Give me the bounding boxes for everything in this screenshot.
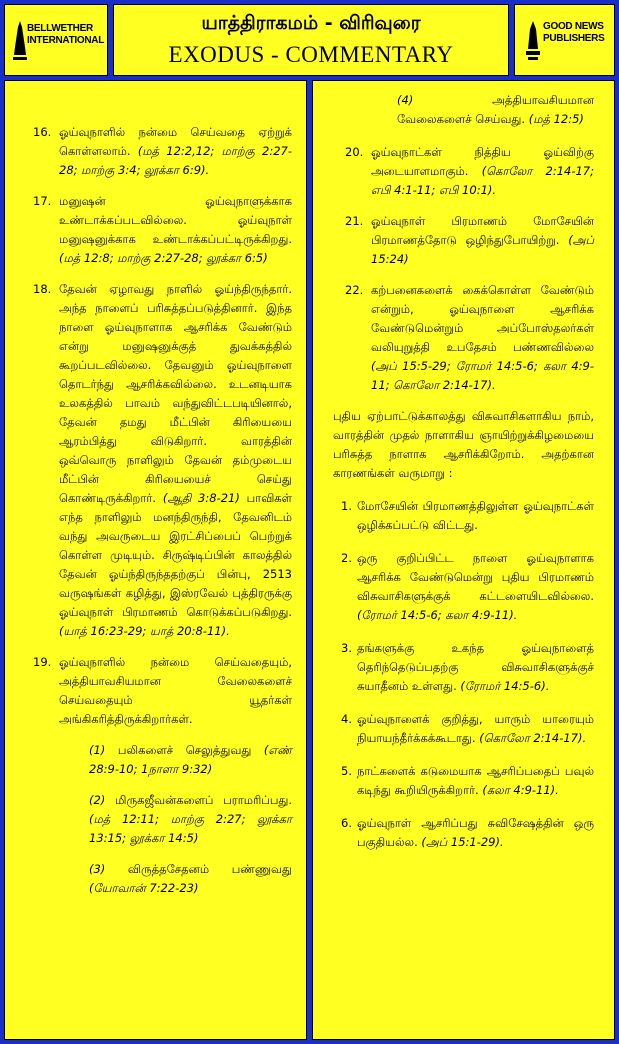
reason-item: 6. ஓய்வுநாள் ஆசரிப்பது சுவிசேஷத்தின் ஒரு பகுதியல்ல. (அப் 15:1-29). [341,816,594,849]
reason-item: 4. ஓய்வுநாளைக் குறித்து, யாரும் யாரையும் நியாயந்தீர்க்கக்கூடாது. (கொலோ 2:14-17). [341,712,594,745]
title-tamil: யாத்திராகமம் - விரிவுரை [201,12,421,34]
title-english: EXODUS - COMMENTARY [168,42,454,67]
list-item: 19. ஓய்வுநாளில் நன்மை செய்வதையும், அத்தியாவசியமான வேலைகளைச் செய்வதையும் யூதர்கள் அங்கிகரித்திருக்கிறார்கள். [33,655,292,726]
bell-icon [13,19,27,63]
left-column [4,80,307,1040]
list-item: 17. மனுஷன் ஓய்வுநாளுக்காக உண்டாக்கப்படவில்லை. ஓய்வுநாள் மனுஷனுக்காக உண்டாக்கப்பட்டிருக்கிறது. (மத் 12:8; மாற்கு 2:27-28; லூக்கா 6:5) [33,194,292,265]
page-header [113,4,509,76]
good-news-logo [514,4,615,76]
list-item: 18. தேவன் ஏழாவது நாளில் ஓய்ந்திருந்தார். அந்த நாளைப் பரிசுத்தப்படுத்தினார். இந்த நாளை ஓய்வுநாளாக ஆசரிக்க வேண்டும் என்று மனுஷனுக்குத் துவக்கத்தில் கூறப்படவில்லை. தேவனும் ஓய்வுநாளை தொடர்ந்து ஆசரிக்கவில்லை. உடனடியாக உலகத்தில் பாவம் வந்துவிட்டபடியினால், தேவன் தமது மீட்பின் கிரியையை ஆரம்பித்து விடுகிறார். வாரத்தின் ஒவ்வொரு நாளிலும் தேவன் தம்முடைய மீட்பின் கிரியையைச் செய்து கொண்டிருக்கிறார். (ஆதி 3:8-21) பாவிகள் எந்த நாளிலும் மனந்திருந்தி, தேவனிடம் வந்து அவருடைய இரட்சிப்பைப் பெற்றுக் கொள்ள முடியும். சிருஷ்டிப்பின் காலத்தில் தேவன் ஓய்ந்திருந்ததற்குப் பின்பு, 2513 வருஷங்கள் கழித்து, இஸ்ரவேல் புத்திரருக்கு ஓய்வுநாள் பிரமாணம் கொடுக்கப்படுகிறது. (யாத் 16:23-29; யாத் 20:8-11). [33,282,293,638]
bellwether-logo-text: BELLWETHER INTERNATIONAL [27,23,105,46]
bellwether-logo [4,4,108,76]
list-item: 20. ஓய்வுநாட்கள் நித்திய ஓய்விற்கு அடையாளமாகும். (கொலோ 2:14-17; எபி 4:1-11; எபி 10:1). [345,145,594,197]
reason-item: 3. தங்களுக்கு உகந்த ஓய்வுநாளைத் தெரிந்தெடுப்பதற்கு விசுவாசிகளுக்குச் சுயாதீனம் உள்ளது. (ரோமர் 14:5-6). [341,641,594,693]
reason-item: 5. நாட்களைக் கடுமையாக ஆசரிப்பதைப் பவுல் கடிந்து கூறியிருக்கிறார். (கலா 4:9-11). [341,764,594,797]
right-column [312,80,615,1040]
lamp-icon [525,19,541,63]
list-item: 16. ஓய்வுநாளில் நன்மை செய்வதை ஏற்றுக் கொள்ளலாம். (மத் 12:2,12; மாற்கு 2:27-28; மாற்கு 3:4; லூக்கா 6:9). [33,125,293,177]
list-item: 22. கற்பனைகளைக் கைக்கொள்ள வேண்டும் என்றும், ஓய்வுநாளை ஆசரிக்க வேண்டுமென்றும் அப்போஸ்தலர்கள் வலியுறுத்தி உபதேசம் பண்ணவில்லை (அப் 15:5-29; ரோமர் 14:5-6; கலா 4:9-11; கொலோ 2:14-17). [345,283,594,392]
reason-item: 2. ஒரு குறிப்பிட்ட நாளை ஓய்வுநாளாக ஆசரிக்க வேண்டுமென்று புதிய பிரமாணம் விசுவாசிகளுக்குக் கட்டளையிடவில்லை. (ரோமர் 14:5-6; கலா 4:9-11). [341,551,594,622]
good-news-logo-text: GOOD NEWS PUBLISHERS [543,21,605,44]
sub-item: (2) மிருகஜீவன்களைப் பராமரிப்பது. (மத் 12:11; மாற்கு 2:27; லூக்கா 13:15; லூக்கா 14:5) [89,793,293,845]
list-item: 21. ஓய்வுநாள் பிரமாணம் மோசேயின் பிரமாணத்தோடு ஒழிந்துபோயிற்று. (அப் 15:24) [345,214,595,266]
intro-paragraph: புதிய ஏற்பாட்டுக்காலத்து விசுவாசிகளாகிய நாம், வாரத்தின் முதல் நாளாகிய ஞாயிற்றுக்கிழமையை பரிசுத்த நாளாக ஆசரிக்கிறோம். அதற்கான காரணங்கள் வருமாறு : [333,409,594,480]
sub-item: (3) விருத்தசேதனம் பண்ணுவது (யோவான் 7:22-23) [89,862,292,895]
reason-item: 1. மோசேயின் பிரமாணத்திலுள்ள ஓய்வுநாட்கள் ஒழிக்கப்பட்டு விட்டது. [341,499,594,532]
sub-item: (4) அத்தியாவசியமான வேலைகளைச் செய்வது. (மத் 12:5) [397,93,594,126]
sub-item: (1) பலிகளைச் செலுத்துவது (எண் 28:9-10; 1நாளா 9:32) [89,743,292,776]
